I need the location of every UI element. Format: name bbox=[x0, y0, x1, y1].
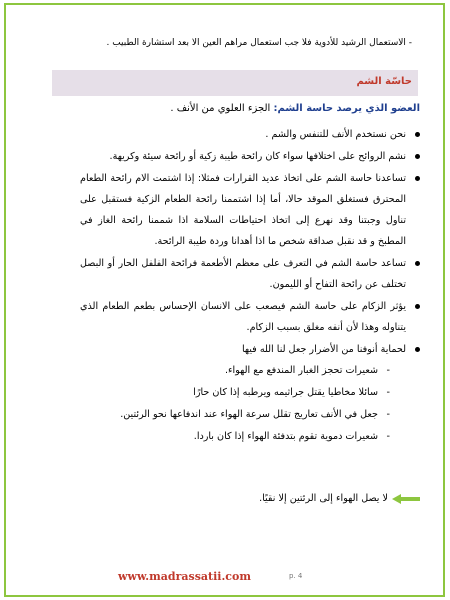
arrow-left-icon bbox=[392, 494, 420, 504]
list-item: لحماية أنوفنا من الأضرار جعل لنا الله فيها - شعيرات تحجز الغبار المندفع مع الهواء. - سائلا مخاطيا يقتل جراثيمه ويرطبه إذا كان حارًا - جعل في الأنف تعاريج تقلل سرعة الهواء عند اندفاعها نحو الرئتين. - شعيرات دموية تقوم بتدفئة الهواء إذا كان باردا. bbox=[80, 339, 420, 448]
bullet-icon bbox=[415, 176, 420, 181]
bullet-icon bbox=[415, 154, 420, 159]
sub-list-item: - شعيرات تحجز الغبار المندفع مع الهواء. bbox=[80, 360, 406, 382]
sub-list-item: - شعيرات دموية تقوم بتدفئة الهواء إذا كان باردا. bbox=[80, 426, 406, 448]
bullet-icon bbox=[415, 304, 420, 309]
section-title: حاسّة الشم bbox=[356, 76, 412, 87]
bullet-icon bbox=[415, 261, 420, 266]
conclusion-text: لا يصل الهواء إلى الرئتين إلا نقيًا. bbox=[259, 493, 388, 504]
bullet-icon bbox=[415, 347, 420, 352]
footer-url[interactable]: www.madrassatii.com bbox=[118, 570, 251, 583]
organ-label: العضو الذي يرصد حاسة الشم: bbox=[273, 103, 420, 114]
intro-block bbox=[52, 36, 412, 50]
organ-line bbox=[170, 103, 420, 114]
list-item: تساعد حاسة الشم في التعرف على معظم الأطعمة فرائحة الفلفل الحار أو البصل تختلف عن رائحة التفاح أو الليمون. bbox=[80, 253, 420, 295]
list-item: يؤثر الزكام على حاسة الشم فيصعب على الانسان الإحساس بطعم الطعام الذي يتناوله وهذا لأن أنفه مغلق بسبب الزكام. bbox=[80, 296, 420, 338]
sub-list-item: - سائلا مخاطيا يقتل جراثيمه ويرطبه إذا كان حارًا bbox=[80, 382, 406, 404]
organ-text: الجزء العلوي من الأنف . bbox=[170, 103, 271, 114]
list-item: نحن نستخدم الأنف للتنفس والشم . bbox=[80, 124, 420, 145]
page-number: p. 4 bbox=[289, 572, 303, 580]
dash-icon: - bbox=[386, 409, 390, 420]
list-item: تساعدنا حاسة الشم على اتخاذ عديد القرارات فمثلا: إذا اشتمت الام رائحة الطعام المحترق فستغلق الموقد حالا، أما إذا اشتممنا رائحة الطعام الزكية فستقبل على تناول وجبتنا وقد نهرع إلى اتخاذ احتياطات السلامة اذا شممنا رائحة الغاز في المطبخ و قد نقبل صداقة شخص ما اذا أهدانا وردة طيبة الرائحة. bbox=[80, 168, 420, 252]
bullet-icon bbox=[415, 132, 420, 137]
points-list bbox=[80, 124, 420, 449]
dash-icon: - bbox=[386, 387, 390, 398]
subpoints-list bbox=[80, 360, 406, 448]
conclusion-line bbox=[259, 493, 420, 504]
sub-list-item: - جعل في الأنف تعاريج تقلل سرعة الهواء عند اندفاعها نحو الرئتين. bbox=[80, 404, 406, 426]
dash-icon: - bbox=[386, 431, 390, 442]
section-header bbox=[52, 70, 418, 96]
list-item: نشم الروائح على اختلافها سواء كان رائحة طيبة زكية أو رائحة سيئة وكريهة. bbox=[80, 146, 420, 167]
intro-text: - الاستعمال الرشيد للأدوية فلا جب استعمال مراهم العين الا بعد استشارة الطبيب . bbox=[106, 38, 412, 48]
dash-icon: - bbox=[386, 365, 390, 376]
